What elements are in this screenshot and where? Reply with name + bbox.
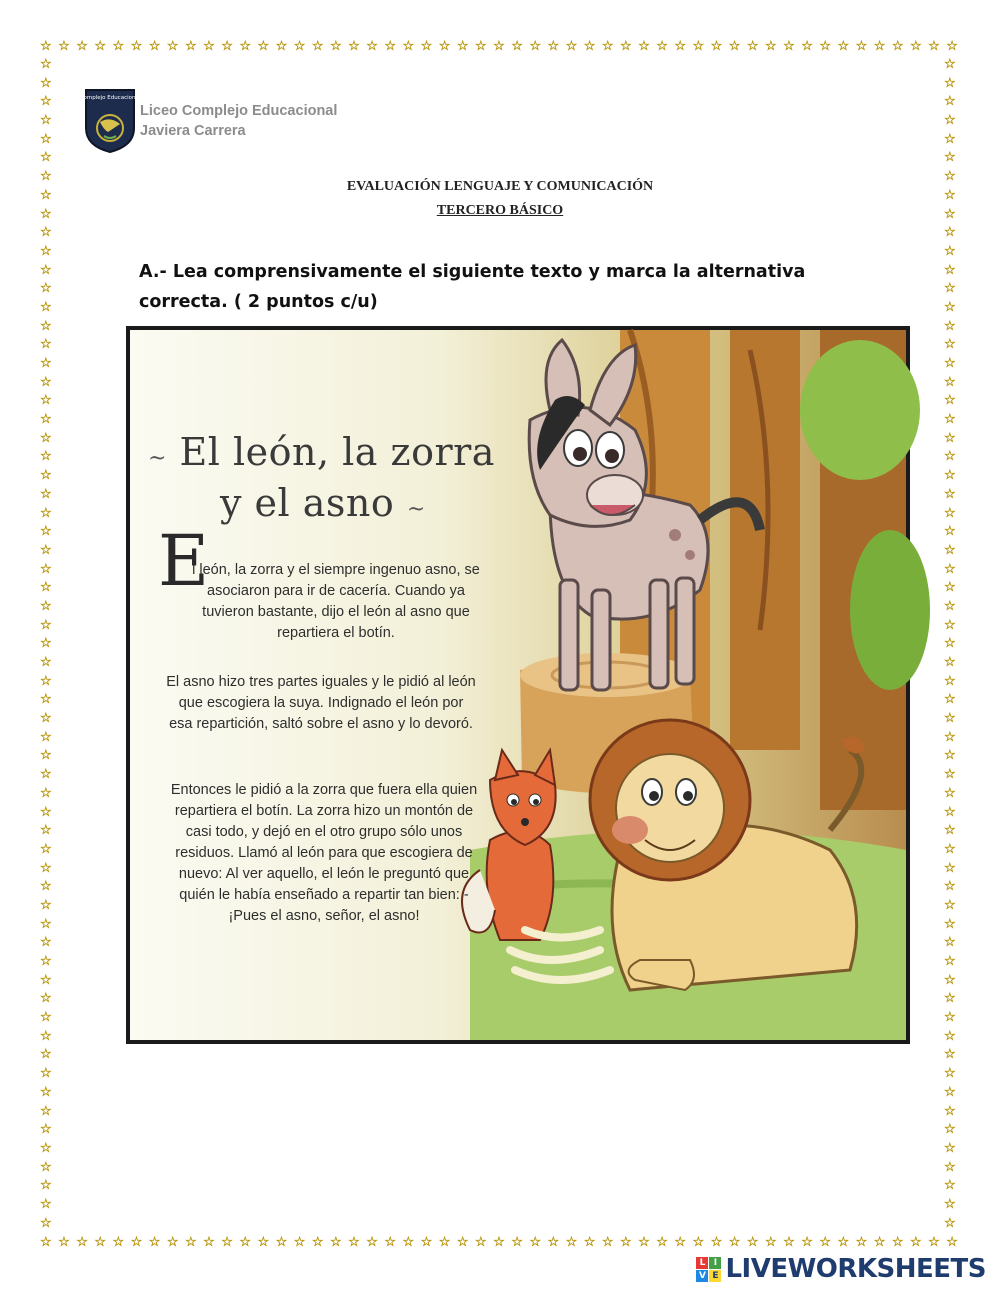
star-icon: ☆: [944, 299, 956, 315]
star-icon: ☆: [40, 598, 52, 614]
star-icon: ☆: [944, 187, 956, 203]
star-icon: ☆: [873, 39, 886, 54]
star-icon: ☆: [148, 39, 161, 54]
star-icon: ☆: [801, 39, 813, 54]
star-icon: ☆: [837, 39, 850, 54]
star-icon: ☆: [40, 1196, 52, 1212]
star-icon: ☆: [40, 1159, 52, 1175]
star-icon: ☆: [76, 1235, 88, 1250]
star-icon: ☆: [40, 1047, 52, 1063]
star-icon: ☆: [40, 860, 52, 876]
star-icon: ☆: [565, 39, 578, 54]
star-border-bottom: [40, 1236, 958, 1249]
star-icon: ☆: [944, 841, 956, 857]
star-icon: ☆: [40, 281, 52, 297]
star-icon: ☆: [944, 823, 956, 839]
story-drop-cap: E: [158, 520, 210, 602]
star-icon: ☆: [944, 935, 956, 951]
star-icon: ☆: [944, 1215, 956, 1231]
badge-letter: L: [696, 1257, 708, 1269]
star-icon: ☆: [456, 1235, 469, 1250]
star-icon: ☆: [944, 561, 956, 577]
star-icon: ☆: [40, 1215, 52, 1231]
star-icon: ☆: [40, 468, 52, 484]
star-border-right: [944, 58, 956, 1230]
star-icon: ☆: [944, 692, 956, 708]
star-icon: ☆: [638, 39, 650, 54]
star-icon: ☆: [239, 1235, 252, 1250]
page-subtitle: TERCERO BÁSICO: [436, 203, 564, 218]
star-icon: ☆: [221, 39, 233, 54]
star-icon: ☆: [928, 1235, 940, 1250]
star-icon: ☆: [944, 468, 956, 484]
star-icon: ☆: [475, 39, 487, 54]
school-logo: [79, 88, 141, 154]
star-icon: ☆: [384, 39, 397, 54]
star-icon: ☆: [456, 39, 469, 54]
star-icon: ☆: [873, 1235, 886, 1250]
star-icon: ☆: [40, 393, 52, 409]
school-header: [79, 88, 338, 154]
story-paragraph-1: l león, la zorra y el siempre ingenuo asno, se asociaron para ir de cacería. Cuando ya tuvieron bastante, dijo el león al asno que repartiera el botín.: [192, 562, 480, 641]
star-icon: ☆: [40, 243, 52, 259]
star-icon: ☆: [40, 356, 52, 371]
star-icon: ☆: [40, 617, 52, 633]
star-icon: ☆: [221, 1235, 233, 1250]
star-icon: ☆: [40, 430, 52, 446]
star-icon: ☆: [166, 1235, 179, 1250]
star-icon: ☆: [257, 39, 270, 54]
star-icon: ☆: [944, 412, 956, 428]
star-icon: ☆: [185, 39, 197, 54]
star-icon: ☆: [40, 954, 52, 969]
star-icon: ☆: [330, 1235, 342, 1250]
star-icon: ☆: [944, 94, 956, 110]
star-icon: ☆: [944, 748, 956, 764]
school-name-line2: Javiera Carrera: [140, 123, 246, 139]
star-icon: ☆: [94, 39, 107, 54]
star-icon: ☆: [944, 169, 956, 185]
star-icon: ☆: [944, 879, 956, 895]
story-paragraph-3: Entonces le pidió a la zorra que fuera ella quien repartiera el botín. La zorra hizo un montón de casi todo, y dejó en el otro grupo sólo unos residuos. Llamó al león para que escogiera de nuevo: Al ver aquello, el león le preguntó que quién le había enseñado a repartir tan bien: - ¡Pues el asno, señor, el asno!: [170, 782, 478, 924]
star-icon: ☆: [40, 972, 52, 988]
star-icon: ☆: [819, 39, 832, 54]
star-border-left: [40, 58, 52, 1230]
star-icon: ☆: [944, 954, 956, 969]
star-icon: ☆: [855, 39, 868, 54]
star-icon: ☆: [944, 524, 956, 540]
badge-letter: E: [709, 1270, 721, 1282]
star-icon: ☆: [638, 1235, 650, 1250]
star-icon: ☆: [855, 1235, 868, 1250]
star-icon: ☆: [601, 1235, 614, 1250]
star-icon: ☆: [40, 1140, 52, 1156]
star-icon: ☆: [928, 39, 940, 54]
star-icon: ☆: [166, 39, 179, 54]
star-icon: ☆: [438, 1235, 451, 1250]
star-icon: ☆: [40, 412, 52, 428]
star-icon: ☆: [40, 804, 52, 820]
star-icon: ☆: [40, 299, 52, 315]
star-icon: ☆: [40, 131, 52, 147]
star-icon: ☆: [674, 1235, 687, 1250]
star-icon: ☆: [746, 39, 759, 54]
star-icon: ☆: [944, 430, 956, 446]
star-icon: ☆: [275, 39, 288, 54]
instructions-text: A.- Lea comprensivamente el siguiente texto y marca la alternativa correcta. ( 2 puntos c/u): [139, 262, 806, 312]
star-icon: ☆: [40, 561, 52, 577]
star-icon: ☆: [944, 972, 956, 988]
badge-letter: I: [709, 1257, 721, 1269]
star-icon: ☆: [944, 449, 956, 465]
star-icon: ☆: [783, 39, 795, 54]
star-icon: ☆: [944, 150, 956, 166]
star-icon: ☆: [944, 262, 956, 278]
star-icon: ☆: [511, 1235, 523, 1250]
star-icon: ☆: [493, 39, 505, 54]
star-icon: ☆: [944, 505, 956, 521]
star-icon: ☆: [944, 1196, 956, 1212]
star-icon: ☆: [944, 1047, 956, 1063]
star-icon: ☆: [348, 1235, 360, 1250]
star-icon: ☆: [944, 785, 956, 801]
star-icon: ☆: [475, 1235, 487, 1250]
star-icon: ☆: [944, 860, 956, 876]
star-icon: ☆: [40, 785, 52, 801]
star-icon: ☆: [944, 1066, 956, 1082]
star-icon: ☆: [293, 1235, 306, 1250]
star-icon: ☆: [692, 39, 705, 54]
star-icon: ☆: [203, 1235, 215, 1250]
star-border-top: [40, 40, 958, 53]
star-icon: ☆: [40, 655, 52, 670]
star-icon: ☆: [402, 1235, 415, 1250]
star-icon: ☆: [112, 1235, 125, 1250]
star-icon: ☆: [112, 39, 125, 54]
star-icon: ☆: [801, 1235, 813, 1250]
star-icon: ☆: [40, 1122, 52, 1138]
star-icon: ☆: [944, 225, 956, 241]
star-icon: ☆: [783, 1235, 795, 1250]
star-icon: ☆: [293, 39, 306, 54]
star-icon: ☆: [944, 767, 956, 783]
star-icon: ☆: [76, 39, 88, 54]
star-icon: ☆: [547, 1235, 560, 1250]
star-icon: ☆: [944, 1159, 956, 1175]
star-icon: ☆: [438, 39, 451, 54]
star-icon: ☆: [944, 542, 956, 558]
star-icon: ☆: [40, 57, 52, 72]
star-icon: ☆: [944, 1084, 956, 1100]
star-icon: ☆: [40, 449, 52, 465]
star-icon: ☆: [40, 692, 52, 708]
star-icon: ☆: [185, 1235, 197, 1250]
star-icon: ☆: [728, 39, 741, 54]
star-icon: ☆: [311, 1235, 324, 1250]
star-icon: ☆: [944, 1122, 956, 1138]
star-icon: ☆: [148, 1235, 161, 1250]
star-icon: ☆: [420, 1235, 433, 1250]
star-icon: ☆: [40, 486, 52, 502]
star-icon: ☆: [837, 1235, 850, 1250]
school-name-line1: Liceo Complejo Educacional: [140, 103, 338, 119]
star-icon: ☆: [203, 39, 215, 54]
star-icon: ☆: [40, 542, 52, 558]
star-icon: ☆: [529, 39, 542, 54]
star-icon: ☆: [674, 39, 687, 54]
star-icon: ☆: [944, 804, 956, 820]
star-icon: ☆: [710, 39, 723, 54]
star-icon: ☆: [620, 39, 632, 54]
star-icon: ☆: [40, 1084, 52, 1100]
star-icon: ☆: [40, 636, 52, 652]
star-icon: ☆: [746, 1235, 759, 1250]
star-icon: ☆: [529, 1235, 542, 1250]
star-icon: ☆: [311, 39, 324, 54]
star-icon: ☆: [384, 1235, 397, 1250]
star-icon: ☆: [40, 524, 52, 540]
star-icon: ☆: [944, 1028, 956, 1044]
star-icon: ☆: [944, 1178, 956, 1194]
star-icon: ☆: [420, 39, 433, 54]
star-icon: ☆: [366, 39, 378, 54]
star-icon: ☆: [944, 318, 956, 334]
story-title-line2: y el asno: [220, 481, 395, 525]
star-icon: ☆: [493, 1235, 505, 1250]
star-icon: ☆: [944, 897, 956, 913]
star-icon: ☆: [944, 1010, 956, 1026]
star-icon: ☆: [366, 1235, 378, 1250]
star-icon: ☆: [944, 598, 956, 614]
star-icon: ☆: [40, 1235, 52, 1250]
page-title: EVALUACIÓN LENGUAJE Y COMUNICACIÓN: [346, 179, 654, 194]
star-icon: ☆: [239, 39, 252, 54]
star-icon: ☆: [620, 1235, 632, 1250]
star-icon: ☆: [40, 1010, 52, 1026]
story-title-line1: El león, la zorra: [179, 430, 495, 474]
star-icon: ☆: [94, 1235, 107, 1250]
star-icon: ☆: [130, 1235, 143, 1250]
star-icon: ☆: [728, 1235, 741, 1250]
star-icon: ☆: [130, 39, 143, 54]
tree-trunk-2: [730, 330, 800, 750]
star-icon: ☆: [944, 75, 956, 91]
star-icon: ☆: [40, 262, 52, 278]
star-icon: ☆: [40, 673, 52, 689]
star-icon: ☆: [710, 1235, 723, 1250]
star-icon: ☆: [944, 57, 956, 72]
badge-letter: V: [696, 1270, 708, 1282]
star-icon: ☆: [944, 356, 956, 371]
star-icon: ☆: [944, 655, 956, 670]
star-icon: ☆: [40, 916, 52, 932]
star-icon: ☆: [765, 1235, 777, 1250]
star-icon: ☆: [40, 1178, 52, 1194]
star-icon: ☆: [40, 729, 52, 745]
star-icon: ☆: [40, 337, 52, 353]
story-illustration: [126, 326, 910, 1044]
star-icon: ☆: [944, 729, 956, 745]
star-icon: ☆: [40, 580, 52, 596]
star-icon: ☆: [40, 897, 52, 913]
star-icon: ☆: [40, 1103, 52, 1119]
star-icon: ☆: [944, 243, 956, 259]
star-icon: ☆: [656, 39, 668, 54]
star-icon: ☆: [40, 318, 52, 334]
star-icon: ☆: [944, 113, 956, 129]
star-icon: ☆: [40, 1028, 52, 1044]
star-icon: ☆: [257, 1235, 270, 1250]
star-icon: ☆: [944, 617, 956, 633]
star-icon: ☆: [40, 113, 52, 129]
star-icon: ☆: [944, 1140, 956, 1156]
star-icon: ☆: [946, 39, 958, 54]
star-icon: ☆: [40, 748, 52, 764]
star-icon: ☆: [946, 1235, 958, 1250]
star-icon: ☆: [511, 39, 523, 54]
star-icon: ☆: [330, 39, 342, 54]
star-icon: ☆: [944, 374, 956, 390]
star-icon: ☆: [944, 281, 956, 297]
star-icon: ☆: [40, 39, 52, 54]
star-icon: ☆: [819, 1235, 832, 1250]
star-icon: ☆: [40, 169, 52, 185]
star-icon: ☆: [40, 374, 52, 390]
star-icon: ☆: [275, 1235, 288, 1250]
star-icon: ☆: [40, 150, 52, 166]
star-icon: ☆: [58, 39, 70, 54]
star-icon: ☆: [910, 1235, 922, 1250]
star-icon: ☆: [40, 879, 52, 895]
star-icon: ☆: [944, 580, 956, 596]
star-icon: ☆: [944, 393, 956, 409]
star-icon: ☆: [944, 486, 956, 502]
star-icon: ☆: [402, 39, 415, 54]
star-icon: ☆: [40, 206, 52, 222]
star-icon: ☆: [40, 94, 52, 110]
star-icon: ☆: [565, 1235, 578, 1250]
star-icon: ☆: [944, 673, 956, 689]
star-icon: ☆: [40, 187, 52, 203]
star-icon: ☆: [765, 39, 777, 54]
star-icon: ☆: [944, 1103, 956, 1119]
star-icon: ☆: [910, 39, 922, 54]
star-icon: ☆: [40, 841, 52, 857]
story-title: ~ El león, la zorra y el asno ~: [148, 430, 495, 525]
star-icon: ☆: [40, 225, 52, 241]
star-icon: ☆: [944, 206, 956, 222]
star-icon: ☆: [40, 75, 52, 91]
star-icon: ☆: [40, 711, 52, 727]
liveworksheets-logo: [696, 1254, 986, 1284]
star-icon: ☆: [601, 39, 614, 54]
liveworksheets-badge-icon: [696, 1257, 721, 1282]
star-icon: ☆: [40, 1066, 52, 1082]
star-icon: ☆: [40, 505, 52, 521]
star-icon: ☆: [583, 1235, 596, 1250]
star-icon: ☆: [40, 935, 52, 951]
star-icon: ☆: [40, 991, 52, 1007]
star-icon: ☆: [656, 1235, 668, 1250]
star-icon: ☆: [692, 1235, 705, 1250]
liveworksheets-brand-text: LIVEWORKSHEETS: [725, 1254, 986, 1284]
star-icon: ☆: [40, 823, 52, 839]
star-icon: ☆: [891, 39, 904, 54]
star-icon: ☆: [944, 991, 956, 1007]
star-icon: ☆: [583, 39, 596, 54]
star-icon: ☆: [944, 916, 956, 932]
star-icon: ☆: [58, 1235, 70, 1250]
star-icon: ☆: [40, 767, 52, 783]
star-icon: ☆: [944, 131, 956, 147]
story-paragraph-2: El asno hizo tres partes iguales y le pidió al león que escogiera la suya. Indignado el león por esa repartición, saltó sobre el asno y lo devoró.: [166, 674, 476, 732]
star-icon: ☆: [944, 636, 956, 652]
star-icon: ☆: [348, 39, 360, 54]
star-icon: ☆: [944, 337, 956, 353]
logo-text: Complejo Educacional: [79, 95, 141, 101]
star-icon: ☆: [944, 711, 956, 727]
star-icon: ☆: [891, 1235, 904, 1250]
star-icon: ☆: [547, 39, 560, 54]
